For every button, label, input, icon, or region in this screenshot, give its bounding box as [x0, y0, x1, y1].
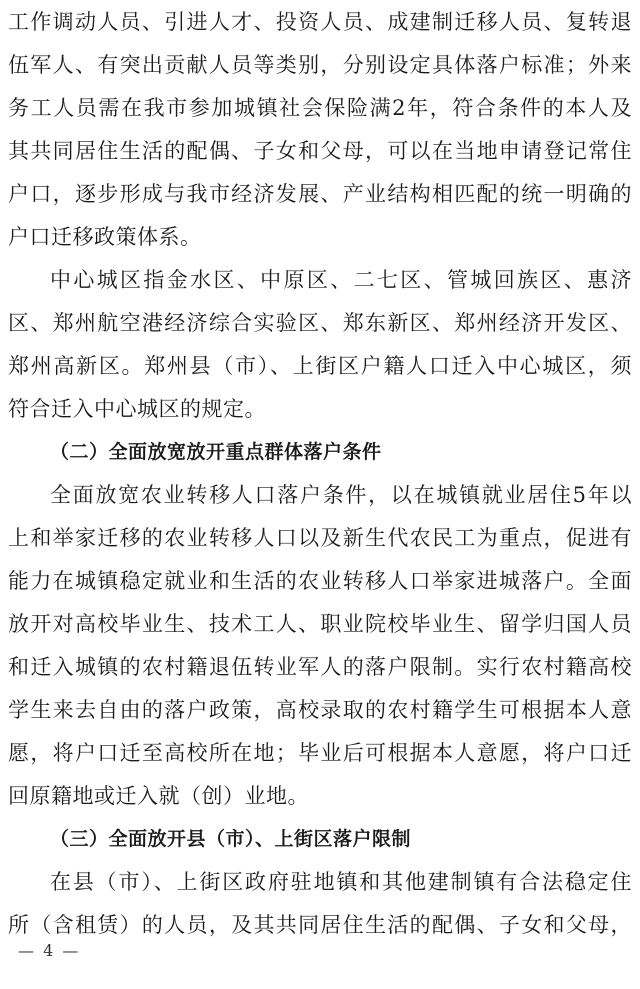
page-number: — 4 —: [18, 941, 81, 960]
text-line: 所（含租赁）的人员，及其共同居住生活的配偶、子女和父母，: [8, 913, 632, 937]
text-line: 能力在城镇稳定就业和生活的农业转移人口举家进城落户。全面: [8, 569, 632, 593]
text-line: 和迁入城镇的农村籍退伍转业军人的落户限制。实行农村籍高校: [8, 655, 632, 679]
text-line: 户口，逐步形成与我市经济发展、产业结构相匹配的统一明确的: [8, 182, 632, 206]
text-line: 中心城区指金水区、中原区、二七区、管城回族区、惠济: [50, 268, 632, 292]
text-line: 放开对高校毕业生、技术工人、职业院校毕业生、留学归国人员: [8, 612, 632, 636]
text-line: 愿，将户口迁至高校所在地；毕业后可根据本人意愿，将户口迁: [8, 741, 632, 765]
text-line: 上和举家迁移的农业转移人口以及新生代农民工为重点，促进有: [8, 526, 632, 550]
section-heading: （二）全面放宽放开重点群体落户条件: [50, 441, 382, 463]
text-line: 其共同居住生活的配偶、子女和父母，可以在当地申请登记常住: [8, 139, 632, 163]
text-line: 工作调动人员、引进人才、投资人员、成建制迁移人员、复转退: [8, 10, 632, 34]
text-line: 户口迁移政策体系。: [8, 225, 202, 249]
text-line: 学生来去自由的落户政策，高校录取的农村籍学生可根据本人意: [8, 698, 632, 722]
text-line: 全面放宽农业转移人口落户条件，以在城镇就业居住5年以: [50, 483, 632, 507]
text-line: 伍军人、有突出贡献人员等类别，分别设定具体落户标准；外来: [8, 53, 632, 77]
text-line: 区、郑州航空港经济综合实验区、郑东新区、郑州经济开发区、: [8, 311, 632, 335]
text-line: 在县（市）、上街区政府驻地镇和其他建制镇有合法稳定住: [50, 870, 632, 894]
text-line: 回原籍地或迁入就（创）业地。: [8, 784, 309, 808]
text-line: 郑州高新区。郑州县（市）、上街区户籍人口迁入中心城区，须: [8, 354, 632, 378]
text-line: 符合迁入中心城区的规定。: [8, 397, 266, 421]
section-heading: （三）全面放开县（市）、上街区落户限制: [50, 828, 412, 850]
text-line: 务工人员需在我市参加城镇社会保险满2年，符合条件的本人及: [8, 96, 632, 120]
